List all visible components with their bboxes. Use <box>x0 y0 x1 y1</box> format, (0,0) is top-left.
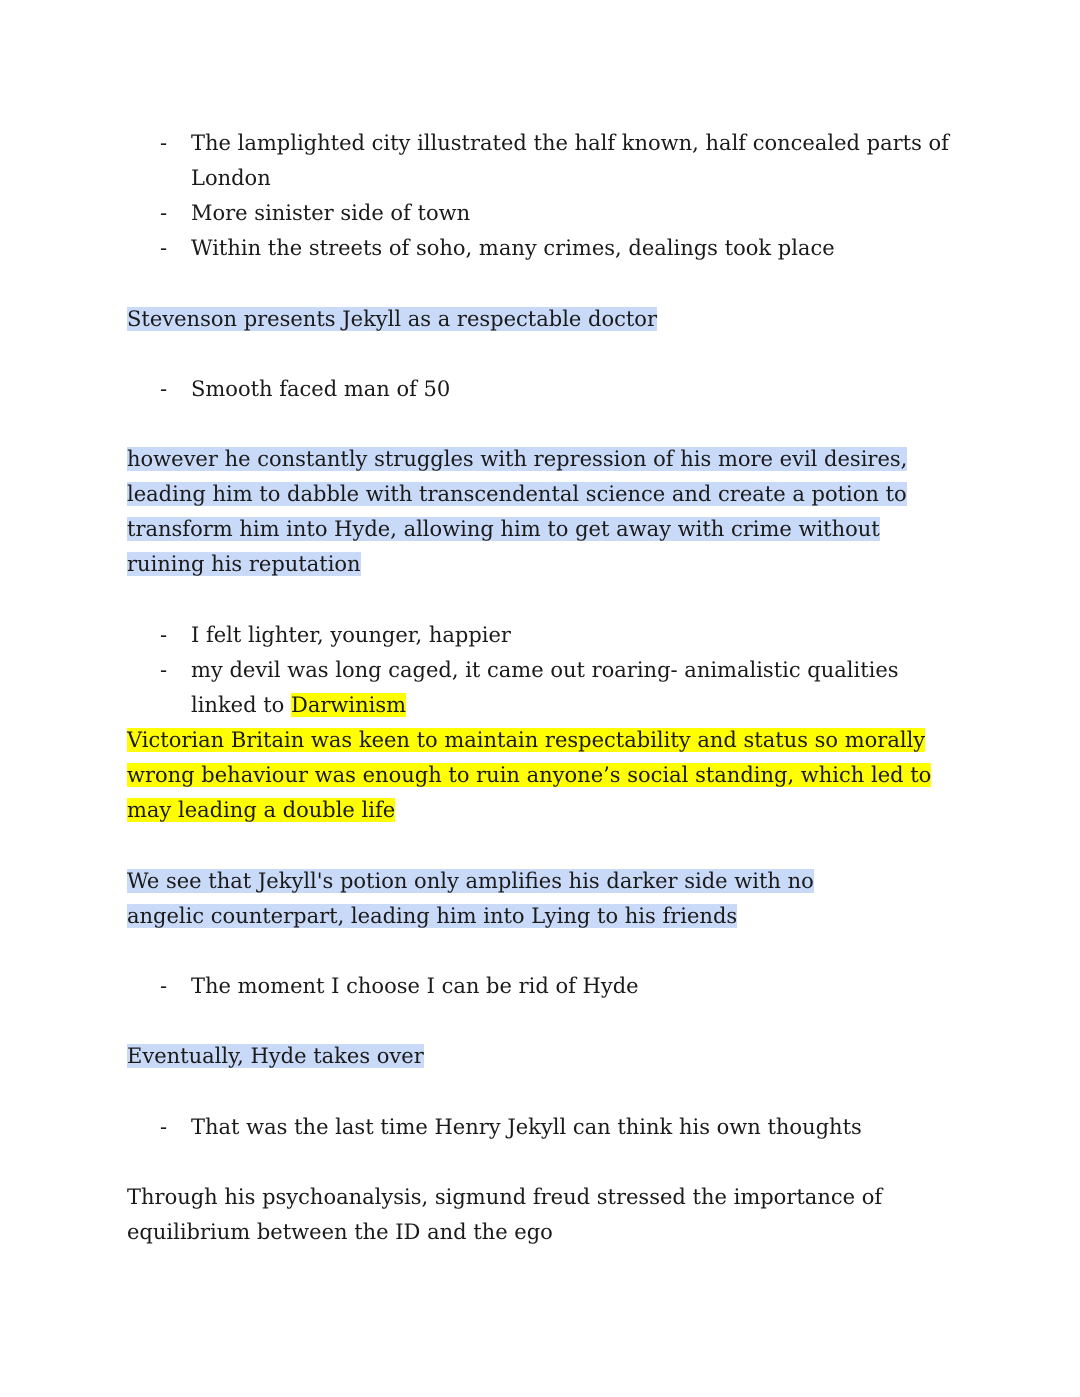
paragraph <box>127 864 887 934</box>
list-item <box>160 969 960 1004</box>
bullet-text: Within the streets of soho, many crimes, dealings took place <box>191 236 835 260</box>
list-item <box>160 618 960 653</box>
bullet-text: The lamplighted city illustrated the half known, half concealed parts of London <box>191 131 949 190</box>
paragraph-text: Through his psychoanalysis, sigmund freud stressed the importance of equilibrium between the ID and the ego <box>127 1185 883 1244</box>
bullet-text: Smooth faced man of 50 <box>191 377 451 401</box>
bullet-text: More sinister side of town <box>191 201 471 225</box>
bullet-text-part: my devil was long caged, it came out roaring- animalistic qualities linked to <box>191 658 899 717</box>
paragraph <box>127 302 957 337</box>
highlighted-text: however he constantly struggles with repression of his more evil desires, leading him to dabble with transcendental science and create a potion to transform him into Hyde, allowing him to get away with crime without ruining his reputation <box>127 447 908 576</box>
paragraph <box>127 723 957 828</box>
highlighted-text: We see that Jekyll's potion only amplifies his darker side with no angelic counterpart, leading him into Lying to his friends <box>127 869 814 928</box>
highlighted-text: Darwinism <box>291 693 407 717</box>
bullet-text <box>191 653 960 723</box>
bullet-dash: - <box>160 974 168 998</box>
bullet-dash: - <box>160 1115 168 1139</box>
bullet-dash: - <box>160 236 168 260</box>
bullet-text: That was the last time Henry Jekyll can think his own thoughts <box>191 1115 862 1139</box>
list-item <box>160 1110 960 1145</box>
list-item <box>160 126 960 196</box>
list-item <box>160 231 960 266</box>
bullet-dash: - <box>160 377 168 401</box>
bullet-text: I felt lighter, younger, happier <box>191 623 511 647</box>
list-item <box>160 653 960 723</box>
bullet-dash: - <box>160 658 168 682</box>
highlighted-text: Victorian Britain was keen to maintain respectability and status so morally wrong behaviour was enough to ruin anyone’s social standing, which led to may leading a double life <box>127 728 932 822</box>
list-item <box>160 196 960 231</box>
paragraph <box>127 442 939 582</box>
list-item <box>160 372 960 407</box>
paragraph <box>127 1180 887 1250</box>
bullet-dash: - <box>160 623 168 647</box>
bullet-dash: - <box>160 131 168 155</box>
highlighted-text: Stevenson presents Jekyll as a respectable doctor <box>127 307 657 331</box>
paragraph <box>127 1039 957 1074</box>
bullet-dash: - <box>160 201 168 225</box>
highlighted-text: Eventually, Hyde takes over <box>127 1044 424 1068</box>
bullet-text: The moment I choose I can be rid of Hyde <box>191 974 639 998</box>
